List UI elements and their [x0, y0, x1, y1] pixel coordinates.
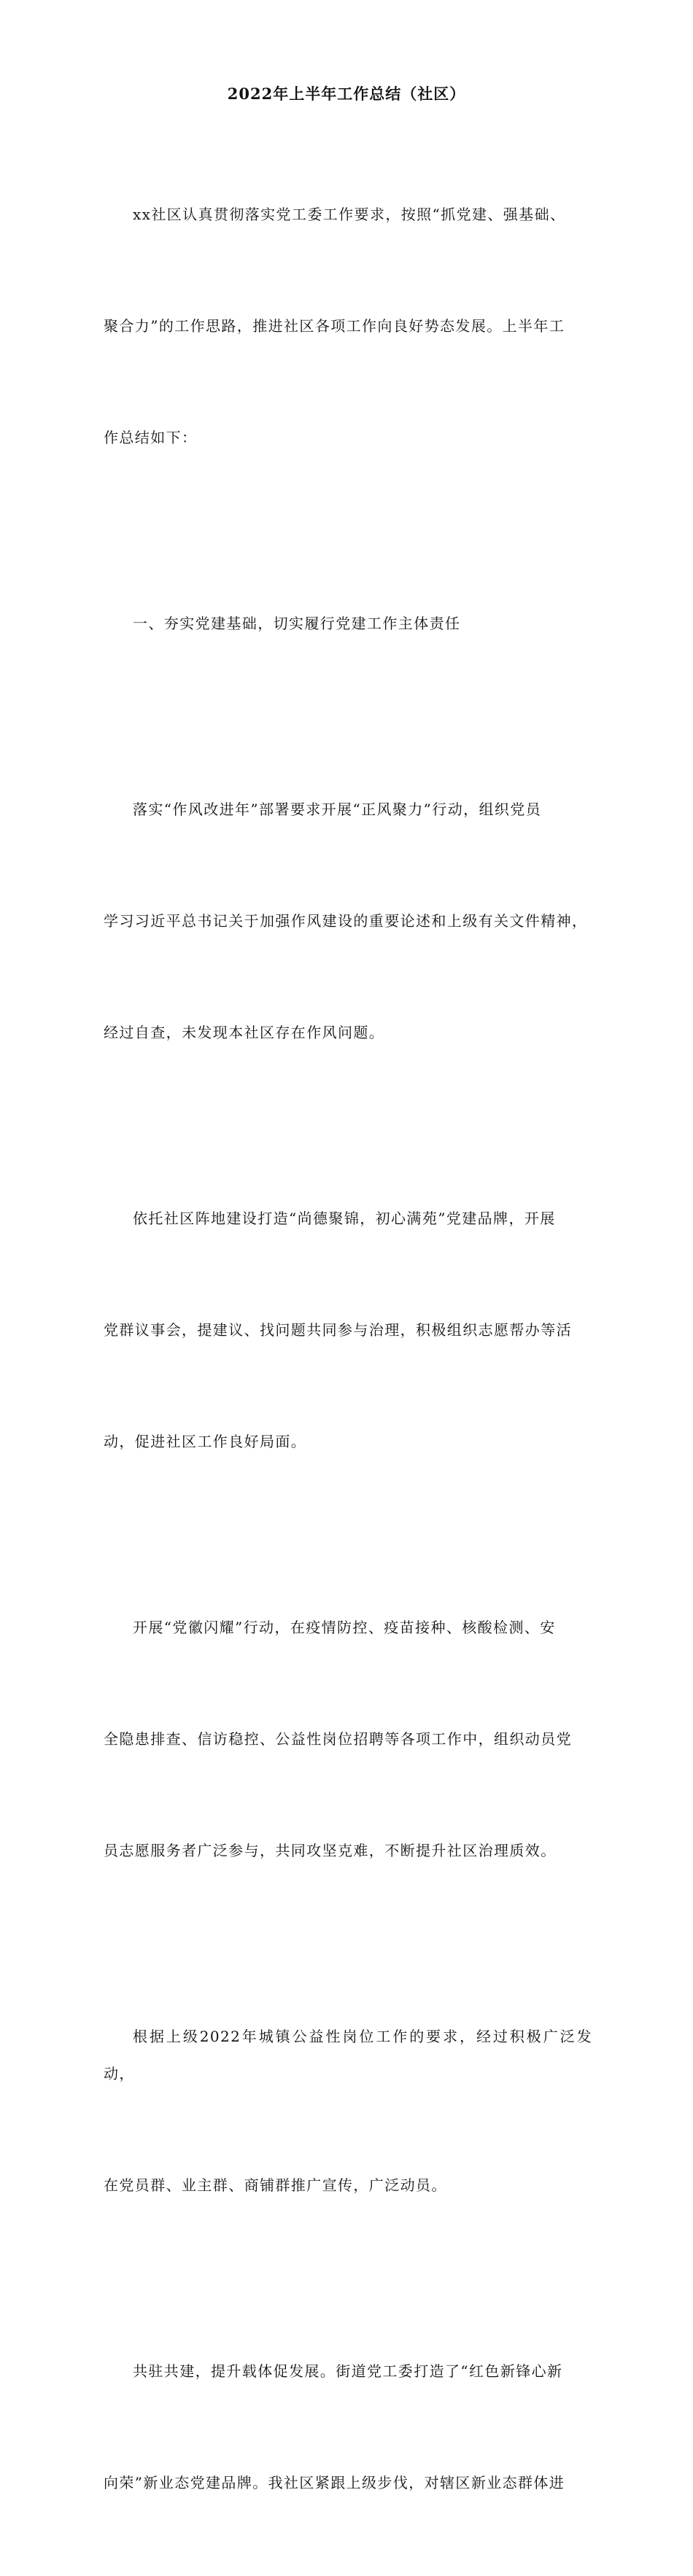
text-line: 聚合力”的工作思路，推进社区各项工作向良好势态发展。上半年工 — [104, 317, 565, 335]
paragraph-style-improvement — [104, 717, 592, 1126]
text-line: 开展“党徽闪耀”行动，在疫情防控、疫苗接种、核酸检测、安 — [133, 1619, 556, 1636]
paragraph-badge-action — [104, 1535, 592, 1944]
paragraph-intro — [104, 122, 592, 531]
document-body — [104, 122, 592, 2576]
text-line: xx社区认真贯彻落实党工委工作要求，按照“抓党建、强基础、 — [133, 206, 566, 223]
text-line: 动，促进社区工作良好局面。 — [104, 1433, 307, 1450]
text-line: 依托社区阵地建设打造“尚德聚锦，初心满苑”党建品牌，开展 — [133, 1210, 556, 1227]
text-line: 在党员群、业主群、商铺群推广宣传，广泛动员。 — [104, 2176, 447, 2194]
text-line: 党群议事会，提建议、找问题共同参与治理，积极组织志愿帮办等活 — [104, 1321, 572, 1339]
text-line: 全隐患排查、信访稳控、公益性岗位招聘等各项工作中，组织动员党 — [104, 1730, 572, 1748]
text-line: 向荣”新业态党建品牌。我社区紧跟上级步伐，对辖区新业态群体进 — [104, 2474, 565, 2491]
text-line: 学习习近平总书记关于加强作风建设的重要论述和上级有关文件精神， — [104, 912, 588, 930]
text-line: 根据上级2022年城镇公益性岗位工作的要求，经过积极广泛发动， — [104, 2028, 592, 2082]
section-heading-1 — [104, 531, 592, 717]
document-title: 2022年上半年工作总结（社区） — [227, 85, 466, 103]
text-line: 经过自查，未发现本社区存在作风问题。 — [104, 1024, 385, 1041]
heading-line: 一、夯实党建基础，切实履行党建工作主体责任 — [133, 615, 461, 632]
paragraph-co-building — [104, 2279, 592, 2576]
text-line: 共驻共建，提升载体促发展。街道党工委打造了“红色新锋心新 — [133, 2362, 563, 2380]
text-line: 员志愿服务者广泛参与，共同攻坚克难，不断提升社区治理质效。 — [104, 1842, 557, 1859]
paragraph-party-brand — [104, 1126, 592, 1535]
paragraph-public-posts — [104, 1944, 592, 2279]
text-line: 作总结如下： — [104, 429, 198, 446]
text-line: 落实“作风改进年”部署要求开展“正风聚力”行动，组织党员 — [133, 801, 542, 818]
